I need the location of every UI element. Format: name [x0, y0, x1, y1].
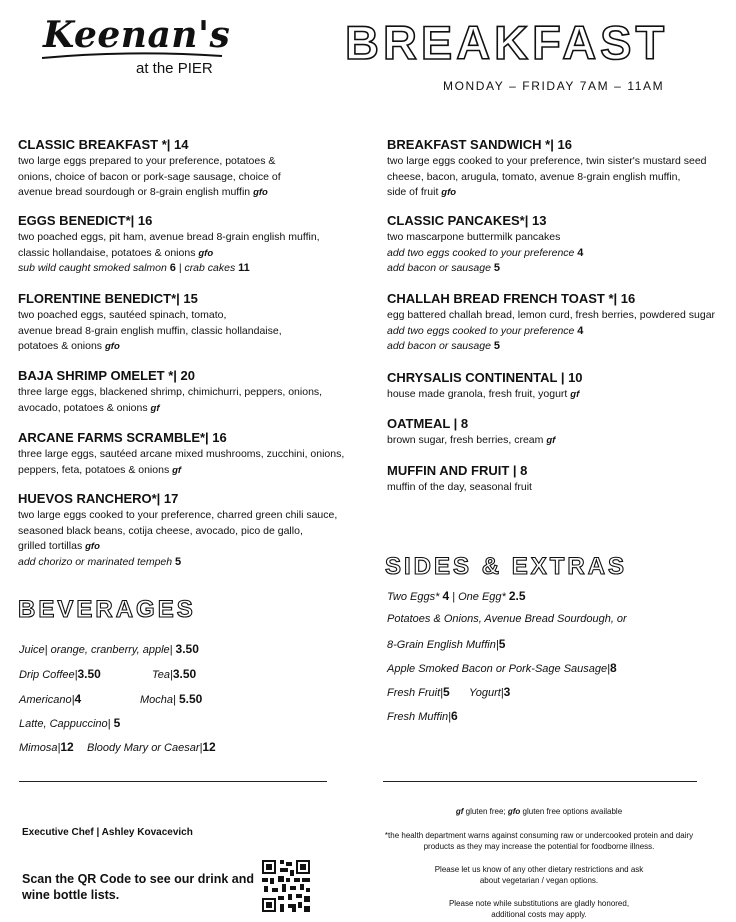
substitution-note: Please note while substitutions are gladly honored, additional costs may apply.	[448, 899, 630, 919]
menu-item-muffin-and-fruit	[387, 463, 732, 496]
item-desc: two poached eggs, sautéed spinach, tomato,	[18, 309, 227, 321]
item-name: CLASSIC BREAKFAST *| 14	[18, 137, 189, 152]
menu-item-eggs-benedict	[18, 213, 363, 277]
item-desc: avocado, potatoes & onions gf	[18, 401, 160, 414]
menu-item-challah-french-toast	[387, 291, 732, 355]
item-desc: two large eggs prepared to your preference, potatoes &	[18, 155, 276, 167]
dietary-note: Please let us know of any other dietary restrictions and ask about vegetarian / vegan options.	[434, 865, 644, 885]
item-name: MUFFIN AND FRUIT | 8	[387, 463, 528, 478]
side-fresh-muffin: Fresh Muffin|6	[387, 709, 458, 723]
bev-americano: Americano|4	[19, 692, 82, 706]
diet-tag: gf	[546, 435, 556, 446]
side-bacon-sausage: Apple Smoked Bacon or Pork-Sage Sausage|8	[387, 661, 617, 675]
menu-hours: MONDAY – FRIDAY 7AM – 11AM	[443, 79, 665, 93]
menu-item-baja-shrimp-omelet	[18, 368, 363, 416]
item-desc: two mascarpone buttermilk pancakes	[387, 231, 561, 243]
item-name: EGGS BENEDICT*| 16	[18, 213, 153, 228]
item-desc: avenue bread sourdough or 8-grain english muffin gfo	[18, 186, 268, 198]
item-addon: add bacon or sausage 5	[387, 262, 500, 274]
logo-subtitle: at the PIER	[136, 60, 213, 77]
item-desc: muffin of the day, seasonal fruit	[387, 481, 532, 493]
diet-tag: gfo	[104, 341, 120, 352]
item-desc: cheese, bacon, arugula, tomato, avenue 8-grain english muffin,	[387, 170, 681, 183]
menu-item-florentine-benedict	[18, 291, 363, 355]
health-warning: *the health department warns against consuming raw or undercooked protein and dairy products as they may increase the potential for foodborne illness.	[384, 831, 694, 851]
item-desc: house made granola, fresh fruit, yogurt gf	[387, 388, 580, 400]
bev-tea: Tea|3.50	[152, 667, 197, 681]
item-desc: two large eggs cooked to your preference, twin sister's mustard seed	[387, 155, 707, 167]
side-eggs: Two Eggs* 4 | One Egg* 2.5	[387, 589, 526, 603]
bev-latte: Latte, Cappuccino| 5	[19, 716, 121, 730]
item-addon: add two eggs cooked to your preference 4	[387, 246, 584, 259]
diet-tag: gf	[150, 402, 160, 414]
item-desc: brown sugar, fresh berries, cream gf	[387, 434, 556, 446]
item-desc: grilled tortillas gfo	[18, 540, 100, 552]
diet-tag: gf	[570, 389, 580, 400]
item-desc: onions, choice of bacon or pork-sage sausage, choice of	[18, 170, 281, 183]
item-desc: avenue bread 8-grain english muffin, classic hollandaise,	[18, 324, 282, 337]
bev-juice: Juice| orange, cranberry, apple| 3.50	[19, 642, 199, 656]
item-addon: add bacon or sausage 5	[387, 340, 500, 352]
diet-tag: gf	[172, 464, 182, 476]
side-potatoes: Potatoes & Onions, Avenue Bread Sourdough, or	[387, 613, 627, 625]
item-desc: side of fruit gfo	[387, 186, 457, 198]
item-desc: classic hollandaise, potatoes & onions gfo	[18, 246, 214, 259]
menu-item-huevos-ranchero	[18, 491, 363, 570]
item-desc: peppers, feta, potatoes & onions gf	[18, 463, 182, 476]
menu-item-oatmeal	[387, 416, 732, 449]
bev-drip-coffee: Drip Coffee|3.50	[19, 667, 101, 681]
item-name: FLORENTINE BENEDICT*| 15	[18, 291, 198, 306]
item-desc: egg battered challah bread, lemon curd, fresh berries, powdered sugar	[387, 309, 716, 321]
item-desc: potatoes & onions gfo	[18, 340, 120, 352]
item-name: HUEVOS RANCHERO*| 17	[18, 491, 179, 506]
menu-title: BREAKFAST	[345, 16, 669, 69]
side-fresh-fruit: Fresh Fruit|5	[387, 685, 450, 699]
bev-mimosa: Mimosa|12	[19, 740, 74, 754]
item-desc: two poached eggs, pit ham, avenue bread 8-grain english muffin,	[18, 231, 320, 243]
qr-instructions: Scan the QR Code to see our drink and wine bottle lists.	[22, 872, 254, 902]
item-desc: seasoned black beans, cotija cheese, avocado, pico de gallo,	[18, 524, 303, 537]
item-desc: three large eggs, blackened shrimp, chimichurri, peppers, onions,	[18, 386, 323, 398]
qr-code-icon[interactable]	[262, 860, 310, 912]
item-addon: add chorizo or marinated tempeh 5	[18, 555, 182, 568]
bev-mocha: Mocha| 5.50	[140, 692, 203, 706]
side-english-muffin: 8-Grain English Muffin|5	[387, 637, 506, 651]
item-desc: three large eggs, sautéed arcane mixed mushrooms, zucchini, onions,	[18, 448, 345, 460]
item-addon: add two eggs cooked to your preference 4	[387, 324, 584, 337]
menu-item-classic-pancakes	[387, 213, 732, 277]
sides-title: SIDES & EXTRAS	[385, 553, 628, 580]
menu-item-arcane-farms-scramble	[18, 430, 363, 478]
side-yogurt: Yogurt|3	[469, 685, 511, 699]
item-name: CHALLAH BREAD FRENCH TOAST *| 16	[387, 291, 636, 306]
menu-item-breakfast-sandwich	[387, 137, 732, 201]
menu-item-chrysalis-continental	[387, 370, 732, 403]
item-name: BREAKFAST SANDWICH *| 16	[387, 137, 572, 152]
logo-script: Keenan's	[43, 14, 231, 56]
diet-tag: gfo	[85, 541, 100, 552]
diet-tag: gfo	[441, 187, 457, 198]
item-name: CLASSIC PANCAKES*| 13	[387, 213, 547, 228]
divider-right	[383, 781, 697, 782]
beverages-title: BEVERAGES	[18, 596, 196, 623]
diet-tag: gfo	[253, 187, 268, 198]
item-name: CHRYSALIS CONTINENTAL | 10	[387, 370, 583, 385]
diet-tag: gfo	[198, 247, 214, 259]
bev-bloody-mary: Bloody Mary or Caesar|12	[87, 740, 216, 754]
item-desc: two large eggs cooked to your preference, charred green chili sauce,	[18, 509, 338, 521]
item-name: BAJA SHRIMP OMELET *| 20	[18, 368, 196, 383]
item-name: OATMEAL | 8	[387, 416, 469, 431]
item-name: ARCANE FARMS SCRAMBLE*| 16	[18, 430, 227, 445]
menu-item-classic-breakfast	[18, 137, 363, 201]
item-addon: sub wild caught smoked salmon 6 | crab cakes 11	[18, 262, 250, 274]
divider-left	[19, 781, 327, 782]
executive-chef: Executive Chef | Ashley Kovacevich	[22, 827, 193, 838]
gluten-free-legend: gf gluten free; gfo gluten free options available	[455, 807, 623, 816]
